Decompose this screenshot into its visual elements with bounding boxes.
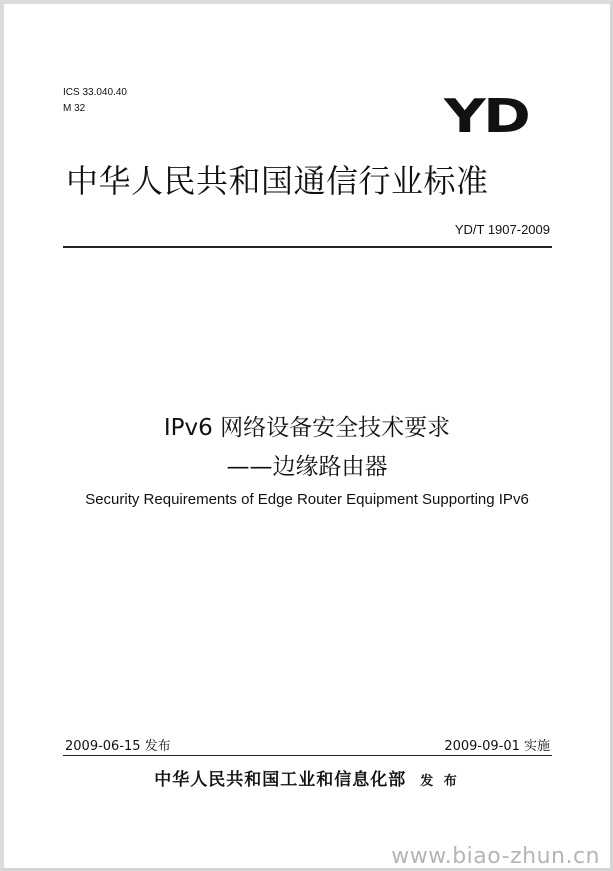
standard-number: YD/T 1907-2009: [454, 222, 550, 237]
implementation-date: 2009-09-01 实施: [444, 739, 550, 754]
english-title: Security Requirements of Edge Router Equipment Supporting IPv6: [85, 491, 529, 508]
header-divider: [63, 246, 552, 248]
issue-date: 2009-06-15 发布: [65, 739, 171, 754]
issuer-name: 中华人民共和国工业和信息化部: [154, 770, 407, 790]
issuer-line: [4, 765, 610, 790]
watermark-link[interactable]: www.biao-zhun.cn: [391, 844, 600, 869]
yd-logo: YD: [444, 89, 529, 143]
issuer-action: 发 布: [420, 774, 460, 789]
ics-code: ICS 33.040.40: [63, 87, 127, 98]
standard-category-title: 中华人民共和国通信行业标准: [66, 162, 489, 200]
classification-code: M 32: [63, 103, 86, 114]
chinese-main-title: IPv6 网络设备安全技术要求: [163, 415, 451, 441]
chinese-subtitle: ——边缘路由器: [226, 454, 388, 480]
footer-divider: [63, 755, 552, 756]
